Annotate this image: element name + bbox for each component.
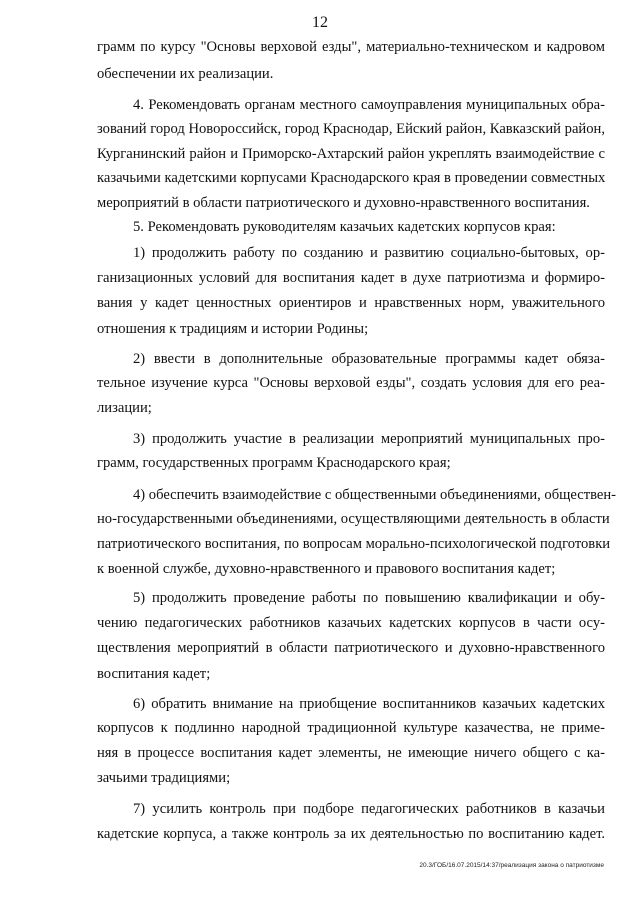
- item-7-line: 7) усилить контроль при подборе педагогических работников в казачьи: [133, 801, 605, 817]
- text-line: грамм, государственных программ Краснодарского края;: [97, 455, 451, 471]
- text-line: лизации;: [97, 400, 152, 416]
- document-footer: 20.3/ГОБ/16.07.2015/14:37/реализация закона о патриотизме: [419, 862, 604, 869]
- text-line: няя в процессе воспитания кадет элементы, не имеющие ничего общего с ка-: [97, 745, 605, 761]
- text-line: патриотического воспитания, по вопросам морально-психологической подготовки: [97, 536, 611, 552]
- text-line: ганизационных условий для воспитания кадет в духе патриотизма и формиро-: [97, 270, 605, 286]
- text-line: грамм по курсу "Основы верховой езды", материально-техническом и кадровом: [97, 39, 605, 55]
- text-line: обеспечении их реализации.: [97, 66, 274, 82]
- paragraph-4-line: 4. Рекомендовать органам местного самоуправления муниципальных обра-: [133, 97, 605, 113]
- text-line: воспитания кадет;: [97, 666, 211, 682]
- text-line: казачьими кадетскими корпусами Краснодарского края в проведении совместных: [97, 170, 606, 186]
- text-line: тельное изучение курса "Основы верховой езды", создать условия для его реа-: [97, 375, 605, 391]
- item-2-line: 2) ввести в дополнительные образовательные программы кадет обяза-: [133, 351, 605, 367]
- item-1-line: 1) продолжить работу по созданию и развитию социально-бытовых, ор-: [133, 245, 605, 261]
- text-line: зований город Новороссийск, город Краснодар, Ейский район, Кавказский район,: [97, 121, 605, 137]
- text-line: корпусов к подлинно народной традиционной культуре казачества, не приме-: [97, 720, 605, 736]
- text-line: ществления мероприятий в области патриотического и духовно-нравственного: [97, 640, 605, 656]
- text-line: чению педагогических работников казачьих кадетских корпусов в части осу-: [97, 615, 605, 631]
- item-5-line: 5) продолжить проведение работы по повышению квалификации и обу-: [133, 590, 605, 606]
- text-line: отношения к традициям и истории Родины;: [97, 321, 369, 337]
- page-number: 12: [312, 14, 328, 31]
- text-line: кадетские корпуса, а также контроль за их деятельностью по воспитанию кадет.: [97, 826, 605, 842]
- item-3-line: 3) продолжить участие в реализации мероприятий муниципальных про-: [133, 431, 605, 447]
- text-line: зачьими традициями;: [97, 770, 231, 786]
- text-line: к военной службе, духовно-нравственного и правового воспитания кадет;: [97, 561, 556, 577]
- item-4-line: 4) обеспечить взаимодействие с общественными объединениями, обществен-: [133, 487, 617, 503]
- text-line: но-государственными объединениями, осуществляющими деятельность в области: [97, 511, 610, 527]
- paragraph-5-heading: 5. Рекомендовать руководителям казачьих кадетских корпусов края:: [133, 219, 556, 235]
- text-line: вания у кадет ценностных ориентиров и нравственных норм, уважительного: [97, 295, 605, 311]
- item-6-line: 6) обратить внимание на приобщение воспитанников казачьих кадетских: [133, 696, 605, 712]
- text-line: Курганинский район и Приморско-Ахтарский район укреплять взаимодействие с: [97, 146, 605, 162]
- text-line: мероприятий в области патриотического и духовно-нравственного воспитания.: [97, 195, 590, 211]
